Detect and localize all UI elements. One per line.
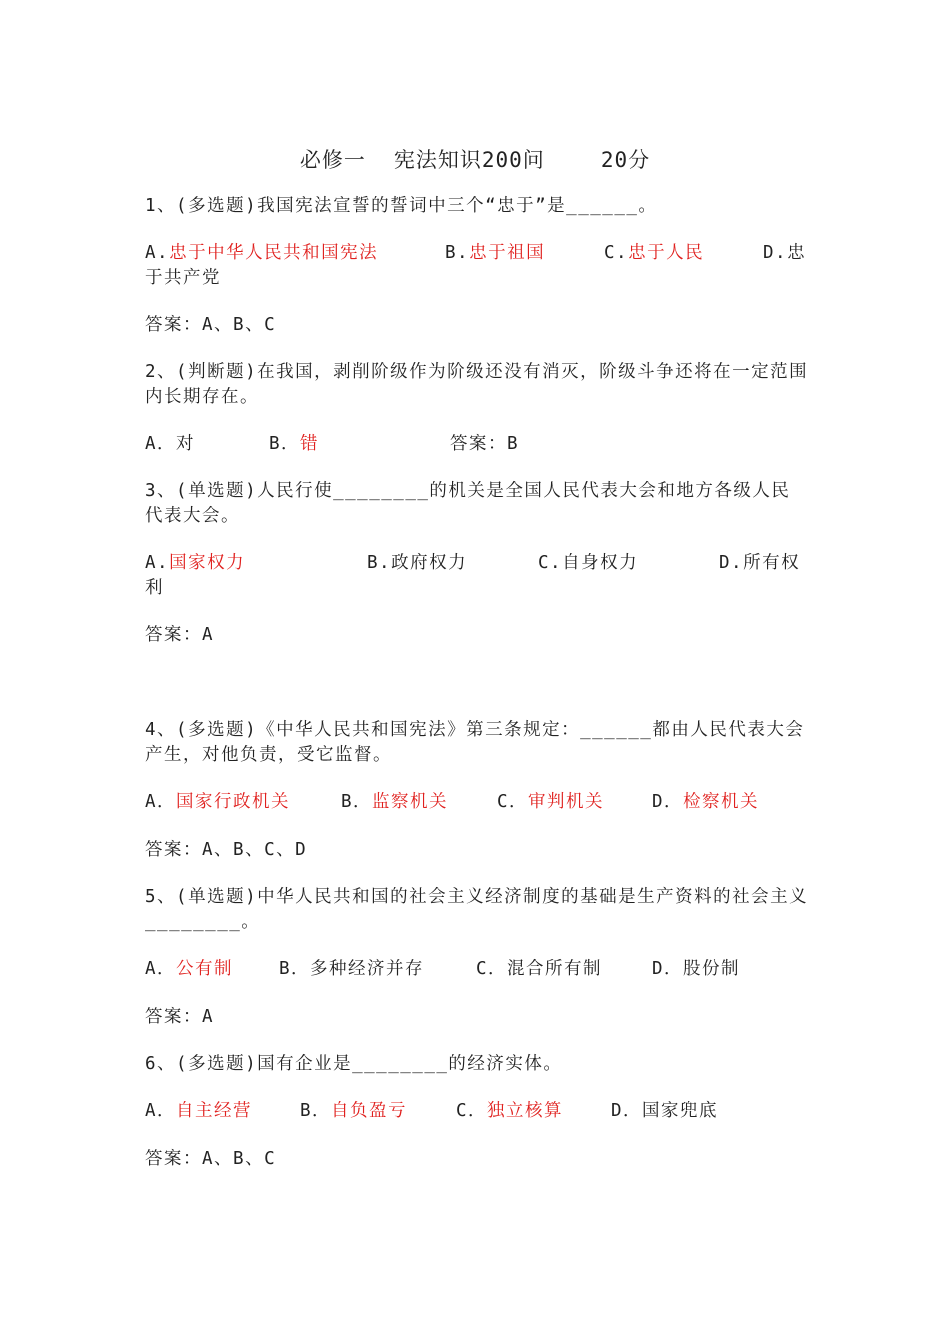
question-stem-1: 1、(多选题)我国宪法宣誓的誓词中三个“忠于”是______。	[145, 196, 658, 216]
option-1d-wrap: 于共产党	[145, 268, 221, 288]
option-2a: A．对	[145, 434, 196, 454]
answer-6: 答案：A、B、C	[145, 1149, 277, 1169]
option-4a: A．国家行政机关	[145, 792, 291, 812]
option-5d: D．股份制	[652, 959, 741, 979]
question-stem-5: 5、(单选题)中华人民共和国的社会主义经济制度的基础是生产资料的社会主义________。	[145, 887, 809, 932]
option-3a: A.国家权力	[145, 553, 246, 573]
option-3b: B.政府权力	[367, 553, 468, 573]
option-5b: B．多种经济并存	[279, 959, 425, 979]
option-6a: A．自主经营	[145, 1101, 253, 1121]
option-4c: C．审判机关	[497, 792, 605, 812]
option-5c: C．混合所有制	[476, 959, 603, 979]
answer-5: 答案：A	[145, 1007, 215, 1027]
title-part2: 宪法知识200问	[393, 148, 545, 172]
option-3d: D.所有权	[719, 553, 801, 573]
option-1b: B.忠于祖国	[445, 243, 546, 263]
option-1c: C.忠于人民	[604, 243, 705, 263]
answer-1: 答案：A、B、C	[145, 315, 277, 335]
question-stem-3: 3、(单选题)人民行使________的机关是全国人民代表大会和地方各级人民代表大会。	[145, 481, 791, 526]
question-stem-6: 6、(多选题)国有企业是________的经济实体。	[145, 1054, 563, 1074]
answer-3: 答案：A	[145, 625, 215, 645]
option-6d: D．国家兜底	[611, 1101, 719, 1121]
question-stem-4: 4、(多选题)《中华人民共和国宪法》第三条规定：______都由人民代表大会产生，对他负责，受它监督。	[145, 720, 805, 765]
option-3d-wrap: 利	[145, 578, 164, 598]
option-3c: C.自身权力	[538, 553, 639, 573]
title-part3: 20分	[600, 148, 651, 172]
option-1d: D.忠	[763, 243, 807, 263]
option-6b: B．自负盈亏	[300, 1101, 408, 1121]
option-5a: A．公有制	[145, 959, 234, 979]
answer-2: 答案：B	[450, 434, 520, 454]
option-4d: D．检察机关	[652, 792, 760, 812]
option-6c: C．独立核算	[456, 1101, 564, 1121]
page-title	[0, 144, 950, 174]
answer-4: 答案：A、B、C、D	[145, 840, 308, 860]
title-part1: 必修一	[299, 148, 366, 172]
option-1a: A.忠于中华人民共和国宪法	[145, 243, 379, 263]
option-4b: B．监察机关	[341, 792, 449, 812]
question-stem-2: 2、(判断题)在我国，剥削阶级作为阶级还没有消灭，阶级斗争还将在一定范围内长期存在。	[145, 362, 809, 407]
option-2b: B．错	[269, 434, 320, 454]
